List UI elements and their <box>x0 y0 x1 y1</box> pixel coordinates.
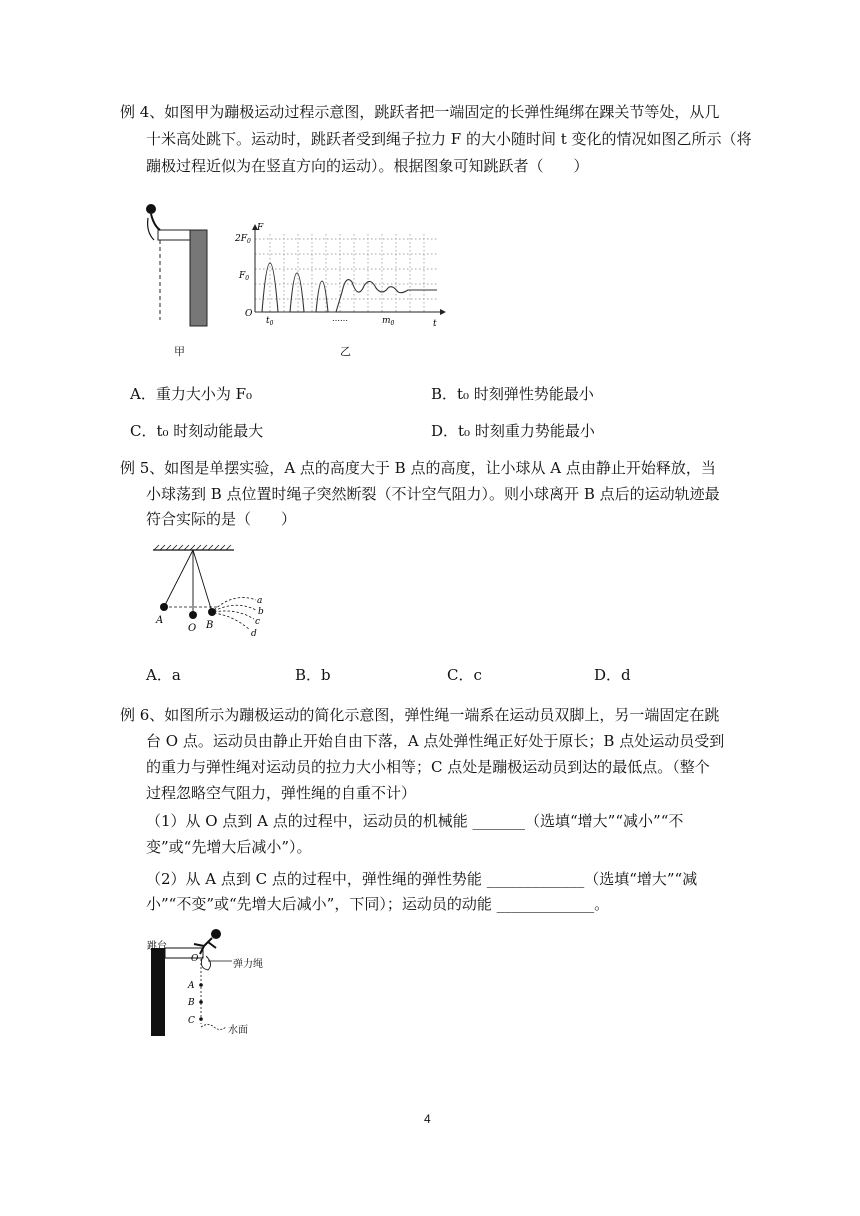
fig-label-yi: 乙 <box>340 345 351 358</box>
string-a <box>164 550 193 607</box>
q4-figure-jia <box>140 196 220 332</box>
option-text: t₀ 时刻重力势能最小 <box>458 422 595 440</box>
option-text: a <box>171 666 181 684</box>
option-text: t₀ 时刻弹性势能最小 <box>457 385 594 403</box>
platform-pillar <box>151 948 165 1036</box>
ball-a <box>160 603 168 611</box>
label-o: O <box>191 954 199 964</box>
q6-sub1-line-1: （1）从 O 点到 A 点的过程中，运动员的机械能 _______（选填“增大”“减小”“不 <box>146 812 684 830</box>
q4-text-line-3: 蹦极过程近似为在竖直方向的运动）。根据图象可知跳跃者（ ） <box>146 157 589 175</box>
q5-option-c[interactable] <box>447 665 482 685</box>
option-label: D． <box>431 422 459 440</box>
q5-text-line-2: 小球荡到 B 点位置时绳子突然断裂（不计空气阻力）。则小球离开 B 点后的运动轨迹最 <box>146 485 720 503</box>
label-water: 水面 <box>228 1025 248 1036</box>
q5-option-a[interactable] <box>146 665 181 685</box>
option-label: B． <box>431 385 458 403</box>
label-o: O <box>188 623 197 634</box>
jumper-head <box>211 929 221 939</box>
jumper-body <box>151 214 160 230</box>
option-label: C． <box>447 666 474 684</box>
q5-option-b[interactable] <box>295 665 331 685</box>
q6-text-line-1: 例 6、如图所示为蹦极运动的简化示意图，弹性绳一端系在运动员双脚上，另一端固定在跳 <box>120 706 720 724</box>
label-2f0: $2F_0$ <box>235 234 251 245</box>
q5-option-d[interactable] <box>594 665 631 685</box>
point-b <box>199 1000 203 1004</box>
q5-text-line-1: 例 5、如图是单摆实验，A 点的高度大于 B 点的高度，让小球从 A 点由静止开始释放，当 <box>120 459 716 477</box>
ball-o <box>189 611 197 619</box>
traj-label-b: b <box>258 607 264 617</box>
option-text: c <box>473 666 482 684</box>
traj-label-d: d <box>251 629 257 639</box>
option-label: B． <box>295 666 322 684</box>
option-label: A． <box>130 385 156 403</box>
label-a: A <box>188 981 195 991</box>
q5-pendulum-figure <box>148 540 268 640</box>
label-platform: 跳台 <box>147 941 167 952</box>
label-rope: 弹力绳 <box>233 959 263 970</box>
q4-figure-yi-graph <box>232 222 450 332</box>
trajectories <box>214 598 256 630</box>
option-text: t₀ 时刻动能最大 <box>156 422 264 440</box>
q5-text-line-3: 符合实际的是（ ） <box>146 510 297 528</box>
point-c <box>199 1017 203 1021</box>
label-origin: O <box>245 309 253 319</box>
q4-text-line-2: 十米高处跳下。运动时，跳跃者受到绳子拉力 F 的大小随时间 t 变化的情况如图乙所示（将 <box>146 130 752 148</box>
option-text: d <box>621 666 631 684</box>
option-text: 重力大小为 F₀ <box>155 385 253 403</box>
option-label: D． <box>594 666 622 684</box>
option-label: A． <box>146 666 172 684</box>
page-number: 4 <box>424 1112 431 1126</box>
label-f0: $F_0$ <box>239 271 250 282</box>
graph-grid <box>255 234 437 312</box>
q4-text-line-1: 例 4、如图甲为蹦极运动过程示意图，跳跃者把一端固定的长弹性绳绑在踝关节等处，从几 <box>120 103 720 121</box>
q4-option-c[interactable] <box>130 421 263 441</box>
q4-option-a[interactable] <box>130 384 252 404</box>
traj-label-a: a <box>257 596 263 606</box>
label-dots: …… <box>332 314 348 323</box>
q4-option-b[interactable] <box>431 384 594 404</box>
q4-option-d[interactable] <box>431 421 595 441</box>
label-axis-f: F <box>257 223 264 233</box>
string-b <box>193 550 212 612</box>
label-t0: $t_0$ <box>266 316 274 327</box>
label-b: B <box>206 620 214 631</box>
label-axis-t: t <box>433 319 437 329</box>
fig-label-jia: 甲 <box>174 345 185 358</box>
water-surface <box>201 1025 226 1030</box>
q6-sub2-line-1: （2）从 A 点到 C 点的过程中，弹性绳的弹性势能 _____________（选填“增大”“减 <box>146 870 698 888</box>
label-mt0: $m_0$ <box>382 316 395 327</box>
option-label: C． <box>130 422 157 440</box>
q6-sub1-line-2: 变”或“先增大后减小”）。 <box>146 838 312 856</box>
jumper-head <box>146 204 156 214</box>
label-c: C <box>188 1016 195 1026</box>
point-a <box>199 983 203 987</box>
traj-label-c: c <box>255 617 261 627</box>
q6-text-line-3: 的重力与弹性绳对运动员的拉力大小相等；C 点处是蹦极运动员到达的最低点。（整个 <box>146 758 710 776</box>
q6-text-line-2: 台 O 点。运动员由静止开始自由下落，A 点处弹性绳正好处于原长；B 点处运动员受到 <box>146 732 725 750</box>
q6-text-line-4: 过程忽略空气阻力，弹性绳的自重不计） <box>146 784 417 802</box>
label-b: B <box>188 998 195 1008</box>
q6-sub2-line-2: 小”“不变”或“先增大后减小”，下同）；运动员的动能 _____________。 <box>146 895 610 913</box>
jump-platform <box>158 230 190 240</box>
option-text: b <box>321 666 331 684</box>
ceiling-hatch <box>154 545 231 550</box>
cliff-wall <box>190 230 207 326</box>
label-a: A <box>156 615 164 626</box>
